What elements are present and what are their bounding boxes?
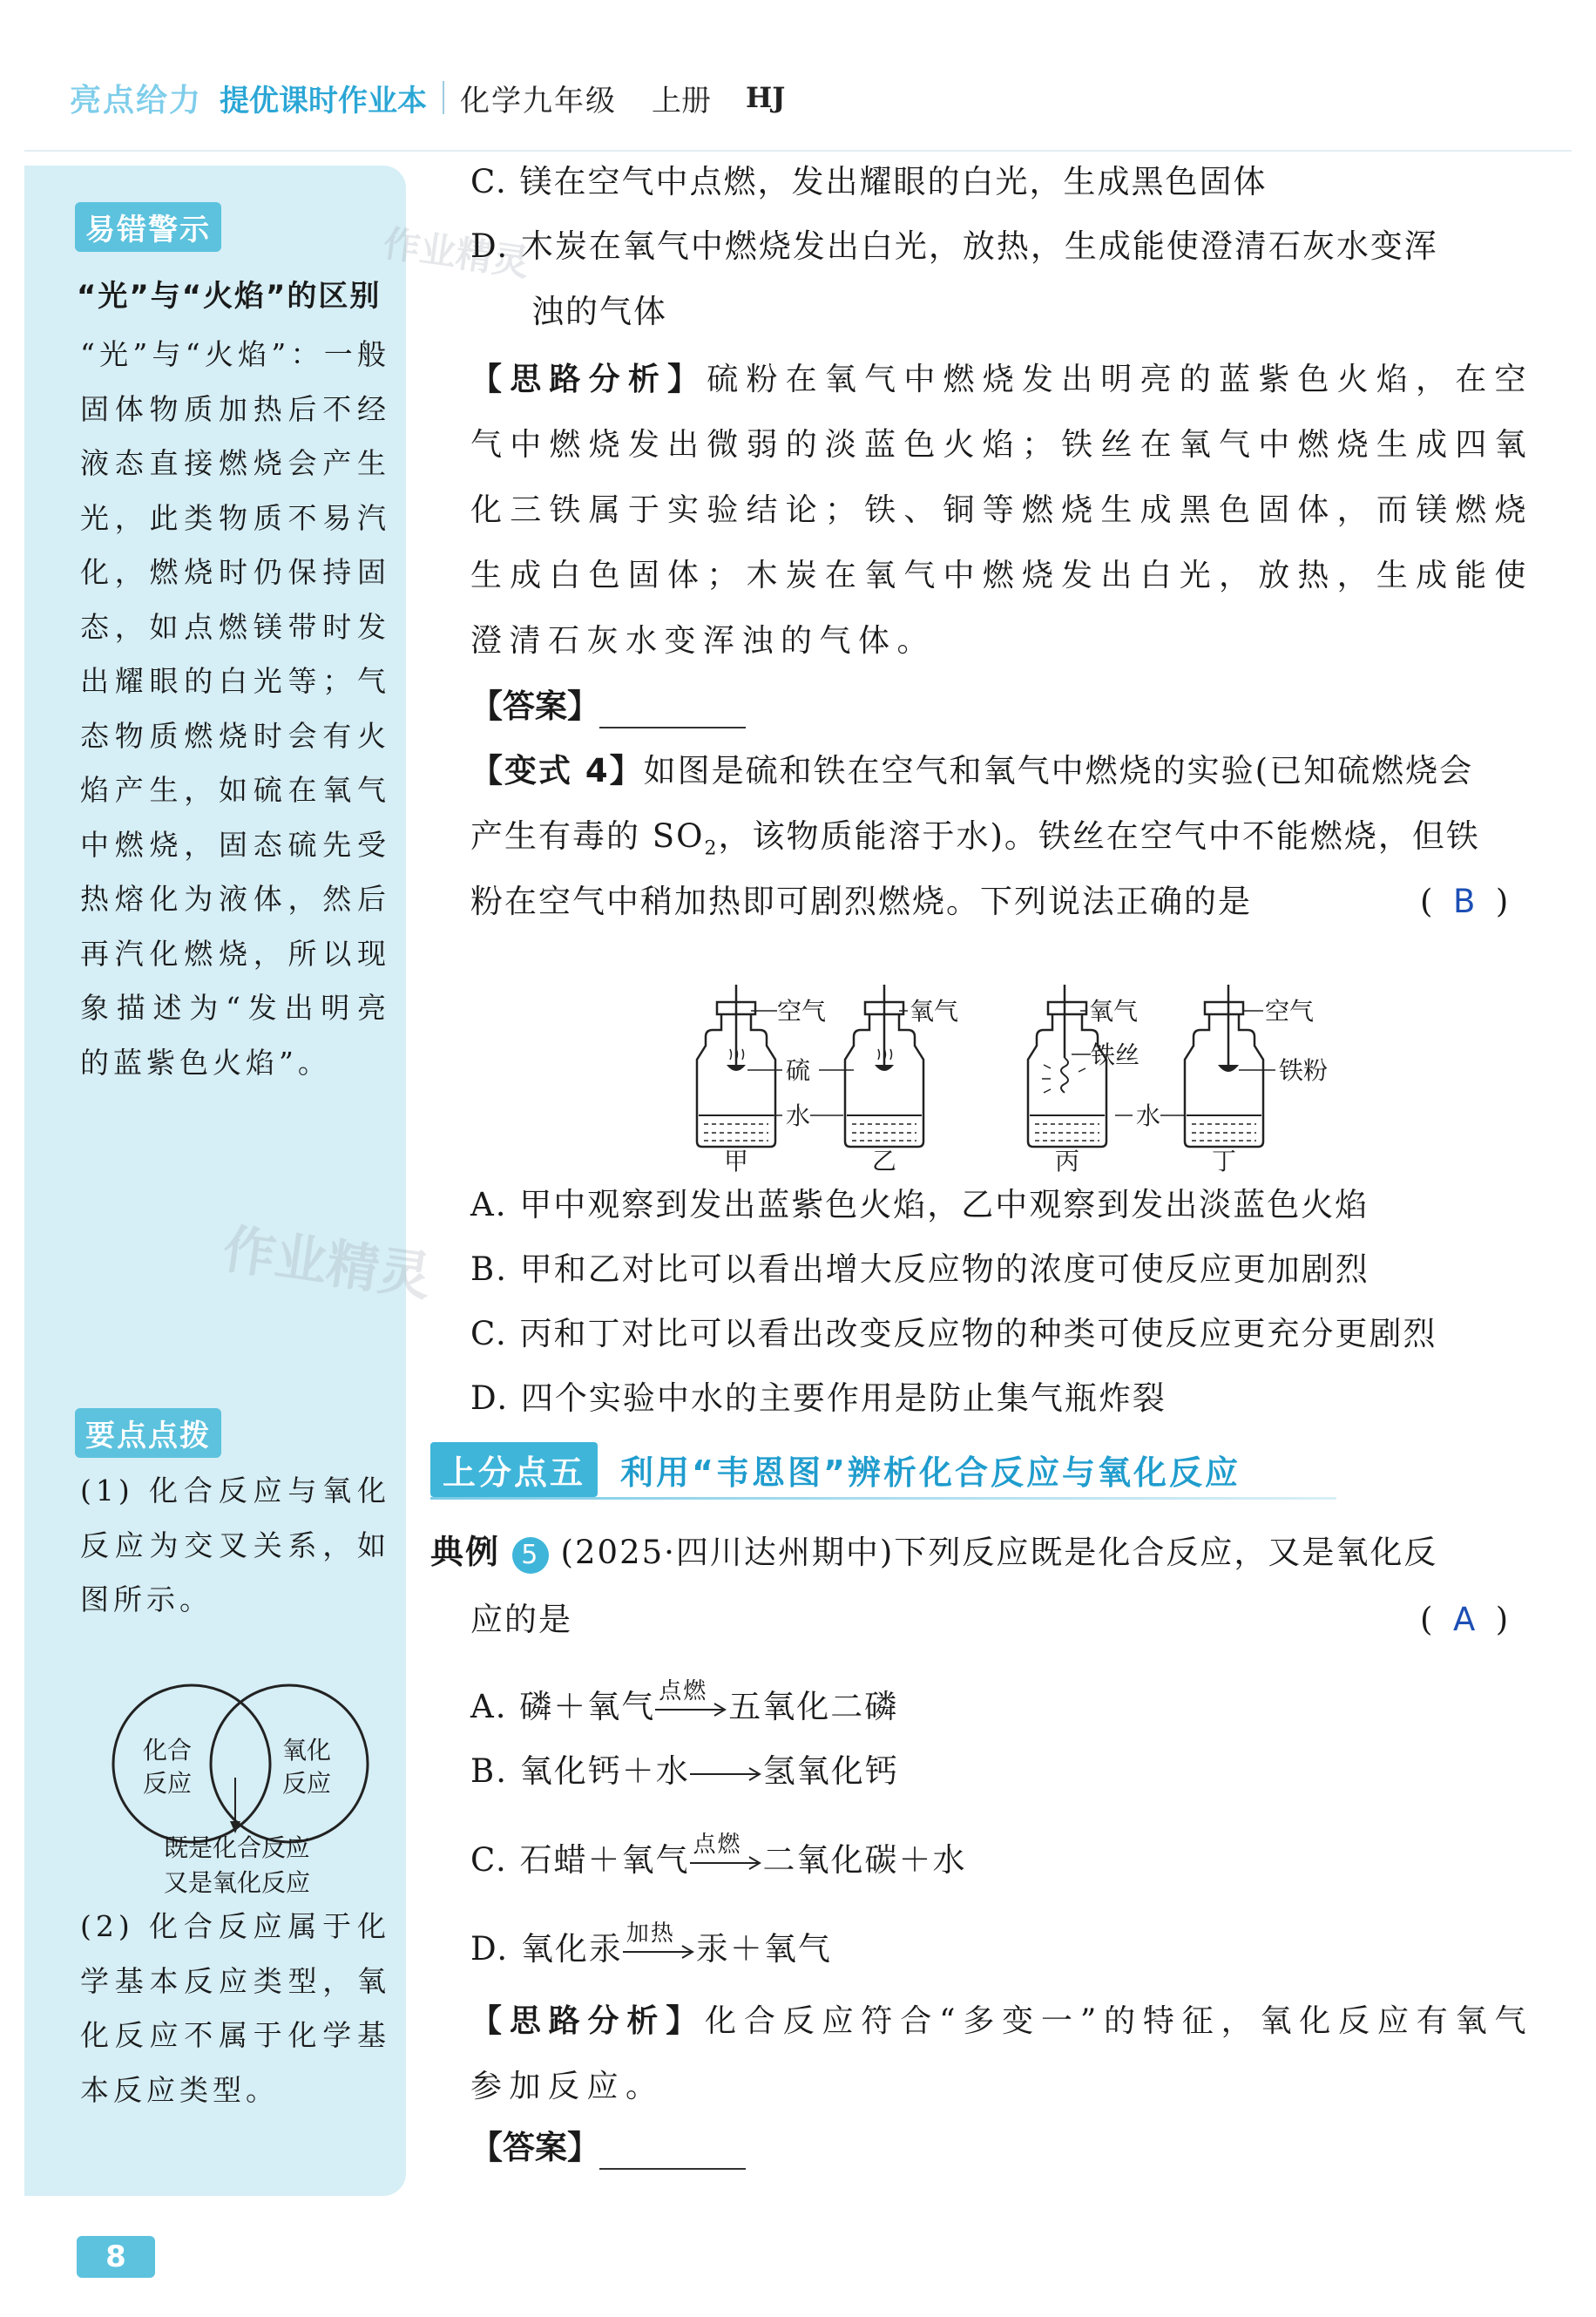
page-header — [70, 73, 785, 122]
section-title: 利用“韦恩图”辨析化合反应与氧化反应 — [620, 1453, 1241, 1492]
section-header — [430, 1441, 1241, 1497]
variant4-stem-line1: 【变式 4】如图是硫和铁在空气和氧气中燃烧的实验(已知硫燃烧会 — [470, 752, 1474, 789]
bottle-jia — [697, 985, 782, 1147]
arrow-icon — [690, 1757, 763, 1792]
example5-answer: ( A ) — [1420, 1601, 1509, 1638]
label-sulfur: 硫 — [786, 1056, 811, 1085]
prev-option-d-line2: 浊的气体 — [531, 293, 667, 330]
arrow-heat-d: 加热 — [623, 1934, 696, 1969]
example5-stem-line1: 典例 5 (2025·四川达州期中)下列反应既是化合反应，又是氧化反 — [430, 1530, 1437, 1575]
example5-answer-row — [470, 2126, 746, 2170]
label-ding-gas: 空气 — [1265, 997, 1315, 1026]
arrow-b — [690, 1757, 763, 1792]
bottle-yi — [810, 985, 923, 1147]
example5-stem-line2: 应的是 — [470, 1601, 572, 1638]
example5-answer-blank[interactable] — [599, 2135, 746, 2170]
variant4-stem-line2: 产生有毒的 $SO_2$，该物质能溶于水)。铁丝在空气中不能燃烧，但铁 — [470, 817, 1480, 860]
venn-left-line1: 化合 — [142, 1736, 193, 1765]
tip-tag-key: 要点点拨 — [75, 1408, 221, 1458]
prev-answer-label: 【答案】 — [470, 688, 599, 725]
subject-grade: 化学九年级 — [460, 83, 618, 119]
prev-analysis-label: 【思路分析】 — [470, 362, 707, 397]
bottle-ding — [1160, 985, 1275, 1147]
variant4-answer: ( B ) — [1420, 883, 1509, 920]
variant4-option-a: A. 甲中观察到发出蓝紫色火焰，乙中观察到发出淡蓝色火焰 — [470, 1186, 1369, 1223]
section-rule — [430, 1497, 1336, 1500]
brand-logo: 亮点给力 — [70, 82, 203, 119]
label-jia-gas: 空气 — [777, 997, 827, 1026]
example5-analysis — [470, 1988, 1533, 2119]
example5-analysis-label: 【思路分析】 — [470, 2003, 706, 2039]
variant4-label: 【变式 4】 — [470, 752, 644, 789]
variant4-option-c: C. 丙和丁对比可以看出改变反应物的种类可使反应更充分更剧烈 — [470, 1315, 1437, 1352]
key-point-2: (2) 化合反应属于化学基本反应类型，氧化反应不属于化学基本反应类型。 — [80, 1909, 390, 2107]
variant4-option-b: B. 甲和乙对比可以看出增大反应物的浓度可使反应更加剧烈 — [470, 1250, 1369, 1288]
watermark-mid: 作业精灵 — [219, 1218, 436, 1309]
prev-analysis-text: 硫粉在氧气中燃烧发出明亮的蓝紫色火焰，在空气中燃烧发出微弱的淡蓝色火焰；铁丝在氧气中燃烧生成四氧化三铁属于实验结论；铁、铜等燃烧生成黑色固体，而镁燃烧生成白色固体；木炭在氧气中燃烧发出白光，放热，生成能使澄清石灰水变浑浊的气体。 — [470, 362, 1533, 659]
venn-diagram — [87, 1682, 392, 1900]
label-water-1: 水 — [786, 1101, 811, 1130]
example-number: 5 — [512, 1537, 549, 1574]
arrow-ignite-a: 点燃 — [655, 1692, 728, 1727]
variant4-stem-line3: 粉在空气中稍加热即可剧烈燃烧。下列说法正确的是 — [470, 883, 1252, 920]
example5-option-c: C. 石蜡＋氧气 点燃 二氧化碳＋水 — [470, 1831, 967, 1879]
prev-analysis — [470, 347, 1533, 674]
tip-title: “光”与“火焰”的区别 — [77, 279, 382, 314]
label-jia: 甲 — [723, 1147, 749, 1175]
venn-left-line2: 反应 — [142, 1769, 193, 1798]
venn-caption-line2: 又是氧化反应 — [163, 1868, 311, 1897]
label-bing: 丙 — [1054, 1147, 1080, 1175]
combustion-figure — [671, 985, 1350, 1176]
header-rule — [24, 150, 1572, 152]
section-tag: 上分点五 — [430, 1442, 598, 1497]
label-ding: 丁 — [1211, 1147, 1237, 1175]
tip-tag-error: 易错警示 — [75, 202, 221, 252]
label-yi: 乙 — [871, 1147, 897, 1175]
prev-answer-blank[interactable] — [599, 694, 746, 728]
edition: HJ — [746, 81, 786, 114]
label-yi-gas: 氧气 — [910, 997, 959, 1026]
label-water-2: 水 — [1136, 1101, 1161, 1130]
venn-caption-line1: 既是化合反应 — [163, 1833, 311, 1862]
example5-analysis-text: 化合反应符合“多变一”的特征，氧化反应有氧气参加反应。 — [470, 2003, 1533, 2104]
label-iron-powder: 铁粉 — [1279, 1056, 1329, 1085]
label-iron-wire: 铁丝 — [1091, 1040, 1140, 1069]
prev-option-c: C. 镁在空气中点燃，发出耀眼的白光，生成黑色固体 — [470, 163, 1268, 200]
watermark-top: 作业精灵 — [381, 221, 532, 285]
header-divider — [443, 81, 444, 114]
venn-right-line1: 氧化 — [281, 1736, 332, 1765]
prev-option-d-line1: D. 木炭在氧气中燃烧发出白光，放热，生成能使澄清石灰水变浑 — [470, 227, 1438, 265]
series-title: 提优课时作业本 — [220, 83, 428, 119]
example-label: 典例 — [430, 1533, 501, 1571]
prev-answer-row — [470, 685, 746, 728]
page-number: 8 — [77, 2236, 155, 2278]
label-bing-gas: 氧气 — [1089, 997, 1139, 1026]
variant4-option-d: D. 四个实验中水的主要作用是防止集气瓶炸裂 — [470, 1379, 1167, 1417]
so2-subscript: 2 — [704, 837, 719, 860]
tip-body: “光”与“火焰”：一般固体物质加热后不经液态直接燃烧会产生光，此类物质不易汽化，燃烧时仍保持固态，如点燃镁带时发出耀眼的白光等；气态物质燃烧时会有火焰产生，如硫在氧气中燃烧，固态硫先受热熔化为液体，然后再汽化燃烧，所以现象描述为“发出明亮的蓝紫色火焰”。 — [80, 337, 390, 1080]
key-point-1: (1) 化合反应与氧化反应为交叉关系，如图所示。 — [80, 1474, 390, 1616]
venn-right-line2: 反应 — [281, 1769, 332, 1798]
arrow-ignite-c: 点燃 — [690, 1846, 763, 1880]
example5-option-b: B. 氧化钙＋水 氢氧化钙 — [470, 1752, 899, 1790]
example5-option-a: A. 磷＋氧气 点燃 五氧化二磷 — [470, 1677, 899, 1725]
volume: 上册 — [652, 83, 712, 119]
example5-answer-label: 【答案】 — [470, 2129, 599, 2166]
example5-option-d: D. 氧化汞 加热 汞＋氧气 — [470, 1920, 832, 1968]
